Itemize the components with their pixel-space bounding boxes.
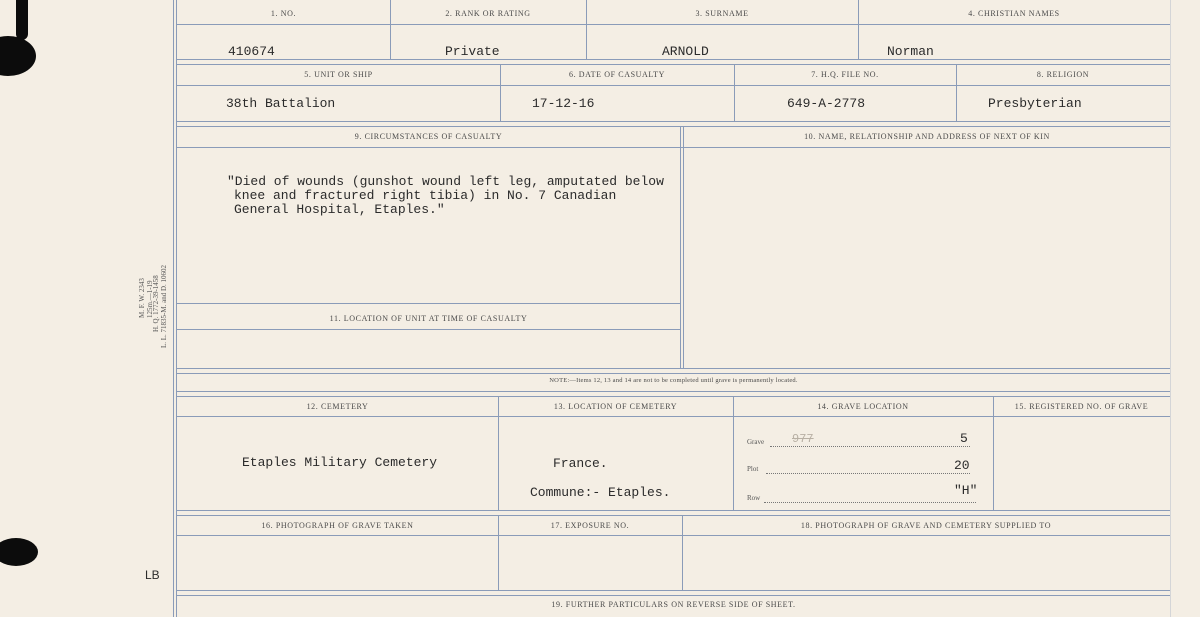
header-rank: 2. RANK OR RATING xyxy=(445,9,531,18)
date-of-casualty: 17-12-16 xyxy=(532,96,595,111)
punch-hole-top xyxy=(0,36,36,76)
surname: ARNOLD xyxy=(662,44,709,59)
service-number: 410674 xyxy=(228,44,275,59)
header-date-of-casualty: 6. DATE OF CASUALTY xyxy=(568,70,665,79)
plot-label: Plot xyxy=(747,465,759,473)
header-photo-taken: 16. PHOTOGRAPH OF GRAVE TAKEN xyxy=(261,521,414,530)
cemetery-name: Etaples Military Cemetery xyxy=(242,455,438,470)
form-code-2: 125m.—1-19 xyxy=(146,280,154,318)
christian-names: Norman xyxy=(887,44,934,59)
row-label: Row xyxy=(747,494,761,502)
form-code-1: M. F. W. 2343 xyxy=(138,278,146,318)
header-cemetery: 12. CEMETERY xyxy=(306,402,369,411)
header-unit: 5. UNIT OR SHIP xyxy=(304,70,373,79)
cemetery-commune: Commune:- Etaples. xyxy=(530,485,671,500)
header-hq-file: 7. H.Q. FILE NO. xyxy=(811,70,879,79)
row-letter: "H" xyxy=(954,483,978,498)
circumstances-line-2: knee and fractured right tibia) in No. 7 Canadian xyxy=(234,188,617,203)
religion: Presbyterian xyxy=(988,96,1082,111)
circumstances-line-1: "Died of wounds (gunshot wound left leg, amputated below xyxy=(227,174,664,189)
grave-struck-value: 977 xyxy=(792,432,814,446)
header-registered-no: 15. REGISTERED NO. OF GRAVE xyxy=(1014,402,1149,411)
header-location-of-cemetery: 13. LOCATION OF CEMETERY xyxy=(553,402,678,411)
hq-file-number: 649-A-2778 xyxy=(787,96,866,111)
circumstances-line-3: General Hospital, Etaples." xyxy=(234,202,445,217)
header-exposure-no: 17. EXPOSURE NO. xyxy=(550,521,630,530)
plot-number: 20 xyxy=(954,458,970,473)
punch-hole-notch xyxy=(16,0,28,40)
header-number: 1. NO. xyxy=(270,9,297,18)
header-christian-names: 4. CHRISTIAN NAMES xyxy=(968,9,1060,18)
punch-hole-bottom xyxy=(0,538,38,566)
header-religion: 8. RELIGION xyxy=(1036,70,1090,79)
header-next-of-kin: 10. NAME, RELATIONSHIP AND ADDRESS OF NEXT OF KIN xyxy=(804,132,1050,141)
header-grave-location: 14. GRAVE LOCATION xyxy=(817,402,909,411)
unit: 38th Battalion xyxy=(226,96,336,111)
header-photo-supplied-to: 18. PHOTOGRAPH OF GRAVE AND CEMETERY SUPPLIED TO xyxy=(800,521,1052,530)
rank: Private xyxy=(445,44,500,59)
corner-initials: LB xyxy=(145,568,160,582)
footer-further-particulars: 19. FURTHER PARTICULARS ON REVERSE SIDE OF SHEET. xyxy=(551,600,796,609)
form-code-4: L. L. 71835-M. and D. 10602 xyxy=(160,264,168,348)
header-surname: 3. SURNAME xyxy=(695,9,749,18)
grave-label: Grave xyxy=(747,438,765,446)
grave-number: 5 xyxy=(960,431,968,446)
header-location-of-unit: 11. LOCATION OF UNIT AT TIME OF CASUALTY xyxy=(329,314,528,323)
header-circumstances: 9. CIRCUMSTANCES OF CASUALTY xyxy=(354,132,503,141)
grave-note: NOTE:—Items 12, 13 and 14 are not to be completed until grave is permanently located. xyxy=(549,377,798,384)
form-code-3: H. Q. 1772-39-1458 xyxy=(152,275,160,332)
cemetery-country: France. xyxy=(553,456,608,471)
